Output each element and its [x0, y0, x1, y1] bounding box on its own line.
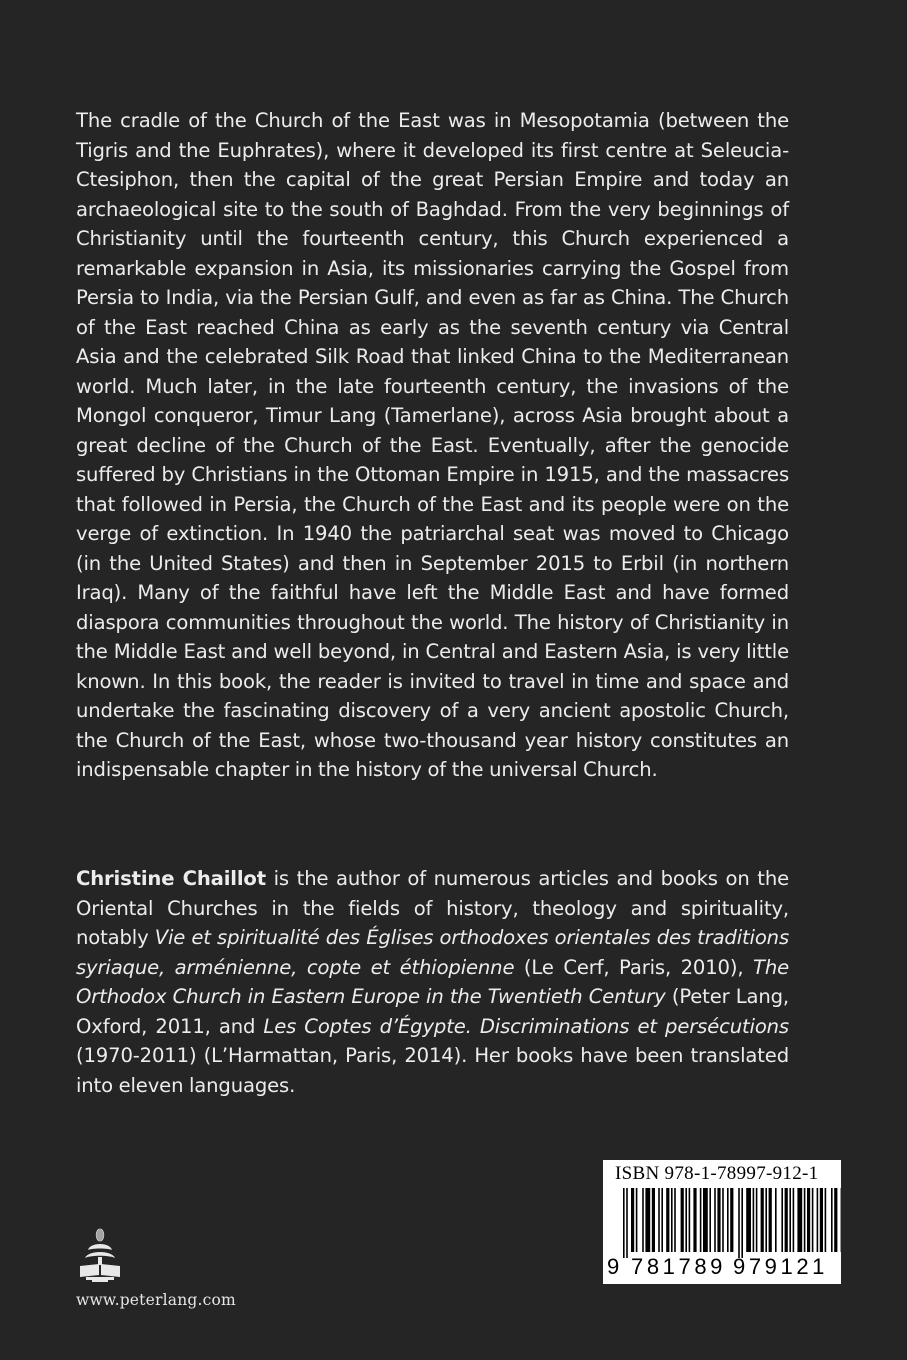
barcode-bar: [831, 1188, 833, 1252]
barcode-bar: [681, 1188, 684, 1252]
barcode-bar: [730, 1188, 733, 1252]
barcode-bar: [700, 1188, 702, 1252]
barcode-bar: [717, 1188, 720, 1252]
barcode-first-digit: 9: [607, 1254, 620, 1279]
barcode-bar: [685, 1188, 687, 1252]
barcode-bar: [631, 1188, 634, 1252]
barcode-bar: [741, 1188, 743, 1258]
barcode-bar: [769, 1188, 772, 1252]
author-bio: [76, 864, 789, 1100]
book-description: The cradle of the Church of the East was in Mesopotamia (between the Tigris and the Euphrates), where it developed its first centre at Seleucia-Ctesiphon, then the capital of the great Persian Empire and today an archaeological site to the south of Baghdad. From the very beginnings of Christianity until the fourteenth century, this Church experienced a remarkable expansion in Asia, its missionaries carrying the Gospel from Persia to India, via the Persian Gulf, and even as far as China. The Church of the East reached China as early as the seventh century via Central Asia and the celebrated Silk Road that linked China to the Mediterranean world. Much later, in the late fourteenth century, the invasions of the Mongol conqueror, Timur Lang (Tamerlane), across Asia brought about a great decline of the Church of the East. Eventually, after the genocide suffered by Christians in the Ottoman Empire in 1915, and the massacres that followed in Persia, the Church of the East and its people were on the verge of extinction. In 1940 the patriarchal seat was moved to Chicago (in the United States) and then in September 2015 to Erbil (in northern Iraq). Many of the faithful have left the Middle East and have formed diaspora communities throughout the world. The history of Christianity in the Middle East and well beyond, in Central and Eastern Asia, is very little known. In this book, the reader is invited to travel in time and space and undertake the fascinating discovery of a very ancient apostolic Church, the Church of the East, whose two-thousand year history constitutes an indispensable chapter in the history of the universal Church.: [76, 109, 789, 781]
bio-text-3: (Peter Lang, Oxford, 2011, and: [76, 985, 789, 1038]
barcode-bar: [658, 1188, 660, 1252]
barcode-bar: [645, 1188, 650, 1252]
publisher-logo-icon: [78, 1226, 122, 1282]
bio-title-2: The Orthodox Church in Eastern Europe in the Twentieth Century: [76, 955, 789, 1008]
barcode-bar: [807, 1188, 810, 1252]
barcode-bar: [825, 1188, 827, 1252]
isbn-label: ISBN 978-1-78997-912-1: [615, 1163, 819, 1184]
barcode-bar: [804, 1188, 806, 1252]
barcode-bar: [738, 1188, 740, 1258]
barcode-bar: [703, 1188, 708, 1252]
barcode-bar: [671, 1188, 673, 1252]
barcode-bar: [636, 1188, 638, 1252]
barcode-bar: [623, 1188, 625, 1258]
barcode-bar: [652, 1188, 655, 1252]
isbn-barcode: [603, 1160, 841, 1284]
barcode-bar: [689, 1188, 691, 1252]
barcode-bar: [817, 1188, 819, 1252]
barcode-bar: [626, 1188, 628, 1258]
barcode-bar: [756, 1188, 758, 1252]
barcode-bar: [789, 1188, 791, 1252]
barcode-bar: [746, 1188, 751, 1252]
barcode-bar: [727, 1188, 729, 1252]
barcode-bar: [775, 1188, 777, 1252]
barcode-bar: [834, 1188, 837, 1252]
barcode-bar: [714, 1188, 716, 1252]
barcode-bar: [753, 1188, 755, 1252]
barcode-bar: [785, 1188, 788, 1252]
barcode-bar: [793, 1188, 795, 1252]
publisher-website: www.peterlang.com: [76, 1291, 236, 1309]
barcode-bar: [722, 1188, 724, 1252]
barcode-bar: [666, 1188, 669, 1252]
bio-title-1: Vie et spiritualité des Églises orthodoxes orientales des traditions syriaque, arménienne, copte et éthiopienne: [76, 926, 790, 979]
barcode-left-digits: 781789: [631, 1254, 727, 1279]
barcode-bar: [661, 1188, 663, 1252]
barcode-bar: [709, 1188, 711, 1252]
barcode-digits: [603, 1254, 841, 1280]
bio-text-1: is the author of numerous articles and books on the Oriental Churches in the fields of history, theology and spirituality, notably: [76, 867, 789, 949]
barcode-bar: [812, 1188, 814, 1252]
barcode-bar: [693, 1188, 696, 1252]
barcode-bar: [765, 1188, 767, 1252]
bio-text-4: (1970-2011) (L’Harmattan, Paris, 2014). Her books have been translated into eleven languages.: [76, 1044, 789, 1097]
bio-title-3: Les Coptes d’Égypte. Discriminations et persécutions: [263, 1014, 789, 1038]
barcode-bar: [797, 1188, 802, 1252]
bio-text-2: (Le Cerf, Paris, 2010),: [514, 955, 753, 979]
barcode-bar: [674, 1188, 676, 1252]
author-name: Christine Chaillot: [76, 867, 266, 890]
barcode-right-digits: 979121: [733, 1254, 829, 1279]
barcode-bar: [781, 1188, 783, 1252]
barcode-bars: [603, 1188, 841, 1258]
barcode-bar: [761, 1188, 764, 1252]
barcode-bar: [820, 1188, 823, 1252]
barcode-bar: [642, 1188, 644, 1252]
